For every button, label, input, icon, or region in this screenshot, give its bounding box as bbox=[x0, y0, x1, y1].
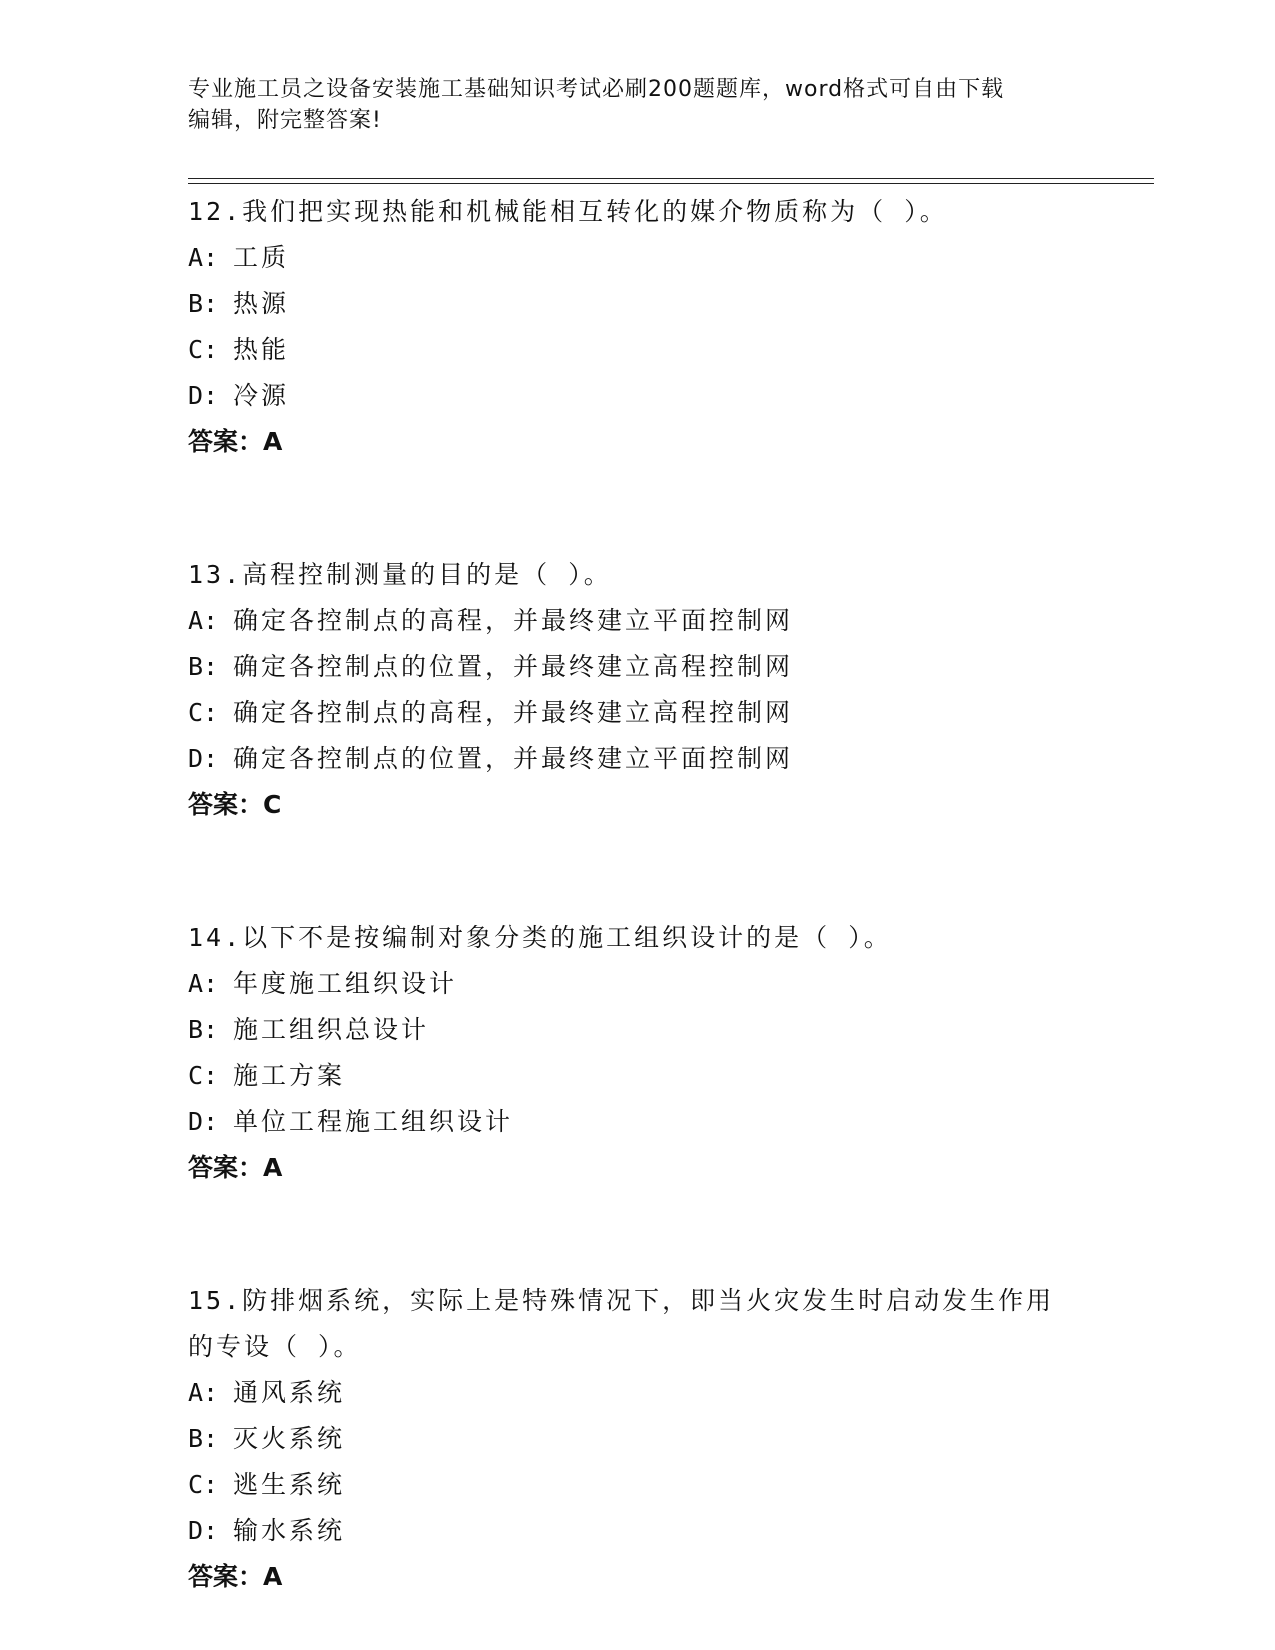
option-letter: D: bbox=[188, 381, 219, 410]
question-text: 高程控制测量的目的是（ ）。 bbox=[242, 560, 612, 589]
question-spacer bbox=[188, 828, 1088, 915]
answer-label: 答案 bbox=[188, 427, 239, 456]
option-text: 确定各控制点的高程，并最终建立平面控制网 bbox=[233, 606, 794, 635]
document-header bbox=[188, 74, 1088, 136]
header-title-line-2: 编辑，附完整答案! bbox=[188, 108, 382, 133]
option-b bbox=[188, 281, 1088, 327]
option-letter: B: bbox=[188, 1424, 219, 1453]
option-b bbox=[188, 644, 1088, 690]
option-b bbox=[188, 1416, 1088, 1462]
question-spacer bbox=[188, 1191, 1088, 1278]
option-a bbox=[188, 598, 1088, 644]
option-letter: B: bbox=[188, 289, 219, 318]
option-text: 确定各控制点的位置，并最终建立平面控制网 bbox=[233, 744, 794, 773]
option-letter: C: bbox=[188, 698, 219, 727]
option-text: 确定各控制点的高程，并最终建立高程控制网 bbox=[233, 698, 794, 727]
option-d bbox=[188, 1508, 1088, 1554]
option-letter: A: bbox=[188, 606, 219, 635]
option-text: 施工组织总设计 bbox=[233, 1015, 430, 1044]
option-letter: B: bbox=[188, 1015, 219, 1044]
header-divider-top bbox=[188, 178, 1154, 179]
answer-value: A bbox=[263, 1153, 283, 1182]
option-text: 年度施工组织设计 bbox=[233, 969, 458, 998]
option-text: 确定各控制点的位置，并最终建立高程控制网 bbox=[233, 652, 794, 681]
option-letter: B: bbox=[188, 652, 219, 681]
question-number: 13 . bbox=[188, 560, 242, 589]
question-12 bbox=[188, 189, 1088, 465]
option-letter: D: bbox=[188, 1107, 219, 1136]
question-stem bbox=[188, 1278, 1088, 1324]
option-letter: C: bbox=[188, 1470, 219, 1499]
question-text: 的专设（ ）。 bbox=[188, 1332, 362, 1361]
option-a bbox=[188, 235, 1088, 281]
answer-label: 答案 bbox=[188, 1153, 239, 1182]
question-text: 以下不是按编制对象分类的施工组织设计的是（ ）。 bbox=[242, 923, 892, 952]
option-c bbox=[188, 327, 1088, 373]
option-text: 逃生系统 bbox=[233, 1470, 346, 1499]
option-c bbox=[188, 690, 1088, 736]
option-b bbox=[188, 1007, 1088, 1053]
option-text: 热源 bbox=[233, 289, 290, 318]
option-text: 施工方案 bbox=[233, 1061, 346, 1090]
option-c bbox=[188, 1462, 1088, 1508]
option-letter: D: bbox=[188, 1516, 219, 1545]
option-d bbox=[188, 1099, 1088, 1145]
answer-line bbox=[188, 782, 1088, 828]
option-text: 通风系统 bbox=[233, 1378, 346, 1407]
option-letter: A: bbox=[188, 1378, 219, 1407]
question-number: 14 . bbox=[188, 923, 242, 952]
header-title-line-1: 专业施工员之设备安装施工基础知识考试必刷200题题库，word格式可自由下载 bbox=[188, 77, 1005, 102]
option-c bbox=[188, 1053, 1088, 1099]
question-text: 防排烟系统，实际上是特殊情况下，即当火灾发生时启动发生作用 bbox=[242, 1286, 1055, 1315]
option-a bbox=[188, 1370, 1088, 1416]
option-letter: A: bbox=[188, 243, 219, 272]
question-14 bbox=[188, 915, 1088, 1191]
option-text: 冷源 bbox=[233, 381, 290, 410]
question-spacer bbox=[188, 465, 1088, 552]
option-d bbox=[188, 373, 1088, 419]
answer-label: 答案 bbox=[188, 790, 239, 819]
answer-separator: ： bbox=[238, 1153, 264, 1182]
option-text: 灭火系统 bbox=[233, 1424, 346, 1453]
question-number: 15 . bbox=[188, 1286, 242, 1315]
question-stem-continuation bbox=[188, 1324, 1088, 1370]
question-stem bbox=[188, 915, 1088, 961]
option-text: 输水系统 bbox=[233, 1516, 346, 1545]
option-a bbox=[188, 961, 1088, 1007]
header-divider-bottom bbox=[188, 183, 1154, 184]
question-number: 12 . bbox=[188, 197, 242, 226]
answer-label: 答案 bbox=[188, 1562, 239, 1591]
question-15 bbox=[188, 1278, 1088, 1600]
option-text: 工质 bbox=[233, 243, 290, 272]
option-letter: C: bbox=[188, 1061, 219, 1090]
answer-separator: ： bbox=[238, 427, 264, 456]
answer-separator: ： bbox=[238, 1562, 264, 1591]
option-letter: A: bbox=[188, 969, 219, 998]
answer-separator: ： bbox=[238, 790, 264, 819]
option-letter: C: bbox=[188, 335, 219, 364]
question-list bbox=[188, 189, 1088, 1600]
option-d bbox=[188, 736, 1088, 782]
option-text: 单位工程施工组织设计 bbox=[233, 1107, 514, 1136]
option-letter: D: bbox=[188, 744, 219, 773]
question-text: 我们把实现热能和机械能相互转化的媒介物质称为（ ）。 bbox=[242, 197, 948, 226]
answer-line bbox=[188, 1554, 1088, 1600]
answer-value: A bbox=[263, 1562, 283, 1591]
question-stem bbox=[188, 552, 1088, 598]
answer-line bbox=[188, 1145, 1088, 1191]
answer-line bbox=[188, 419, 1088, 465]
question-13 bbox=[188, 552, 1088, 828]
answer-value: C bbox=[263, 790, 282, 819]
option-text: 热能 bbox=[233, 335, 290, 364]
answer-value: A bbox=[263, 427, 283, 456]
question-stem bbox=[188, 189, 1088, 235]
